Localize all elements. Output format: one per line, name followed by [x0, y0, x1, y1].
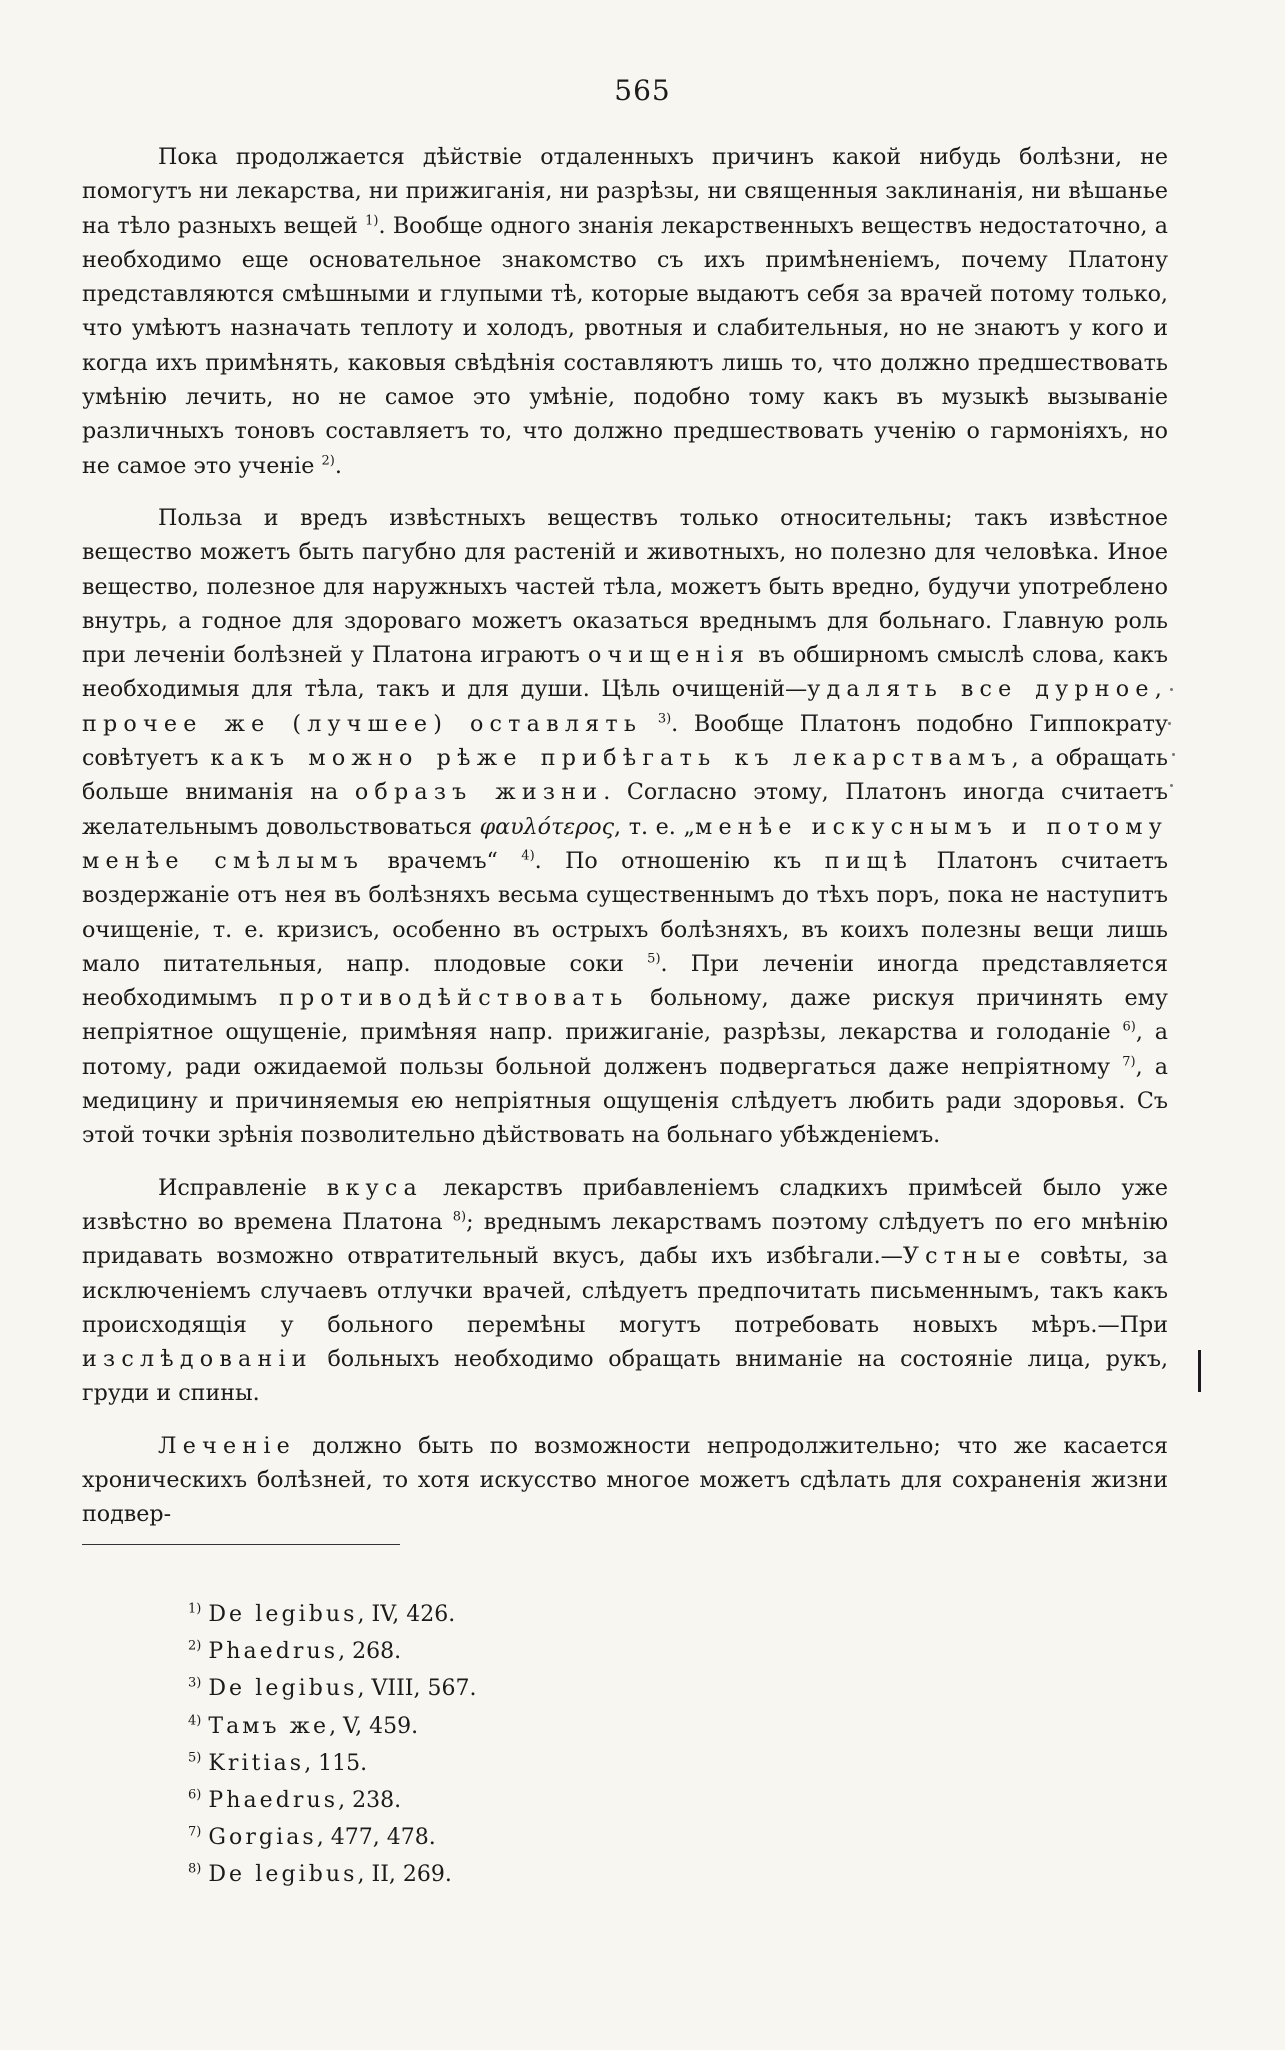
paragraph-4	[82, 1429, 1168, 1532]
footnote-reference-mark: 7)	[1122, 1054, 1136, 1070]
emphasized-text: Устные	[902, 1243, 1027, 1270]
footnote-reference-mark: 6)	[1122, 1020, 1136, 1036]
footnote-reference-mark: 3)	[657, 711, 672, 727]
footnote-mark: 2)	[188, 1638, 202, 1654]
text-run: . Вообще одного знанія лекарственныхъ веществъ недостаточно, а необходимо еще основательное знакомство съ ихъ примѣненіемъ, почему Платону представляются смѣшными и глупыми тѣ, которые выдаютъ себя за врачей потому только, что умѣютъ назначать теплоту и холодъ, рвотныя и слабительныя, но не знаютъ у кого и когда ихъ примѣнять, каковыя свѣдѣнія составляютъ лишь то, что должно предшествовать умѣнію лечить, но не самое это умѣніе, подобно тому какъ въ музыкѣ вызываніе различныхъ тоновъ составляетъ то, что должно предшествовать ученію о гармоніяхъ, но не самое это ученіе	[82, 212, 1168, 479]
text-run: . По отношенію къ	[534, 847, 825, 874]
text-run: Исправленіе	[158, 1174, 327, 1201]
footnote	[188, 1596, 476, 1633]
emphasized-text: очищенія	[587, 642, 751, 669]
footnote-reference: , VIII, 567.	[357, 1676, 477, 1702]
footnote-source: Kritias	[208, 1750, 305, 1776]
text-run: Польза и вредъ извѣстныхъ веществъ только относительны; такъ извѣстное вещество можетъ быть пагубно для растеній и животныхъ, но полезно для человѣка. Иное вещество, полезное для наружныхъ частей тѣла, можетъ быть вредно, будучи употреблено внутрь, а годное для здороваго можетъ оказаться вреднымъ для больнаго. Главную роль при леченіи болѣзней у Платона играютъ	[82, 504, 1168, 669]
emphasized-text: пищѣ	[824, 847, 914, 874]
text-run: , а обращать больше вниманія на	[82, 745, 1168, 806]
text-run: Платонъ считаетъ воздержаніе отъ нея въ болѣзняхъ весьма существеннымъ до тѣхъ поръ, пока не наступитъ очищеніе, т. е. кризисъ, особенно въ острыхъ болѣзняхъ, въ коихъ полезны вещи лишь мало питательныя, напр. плодовые соки	[82, 847, 1168, 977]
footnote-divider	[82, 1544, 400, 1545]
footnote-reference: , II, 269.	[357, 1862, 452, 1888]
footnote-source: Gorgias	[208, 1825, 317, 1851]
margin-speck	[1170, 688, 1173, 691]
emphasized-text: менѣе искуснымъ и потому менѣе смѣлымъ	[82, 813, 1168, 874]
footnote-source: Phaedrus	[208, 1788, 339, 1814]
footnote	[188, 1633, 476, 1670]
emphasized-text: противодѣйствовать	[278, 985, 629, 1012]
footnote-mark: 5)	[188, 1750, 202, 1766]
text-run: больныхъ необходимо обращать вниманіе на состояніе лица, рукъ, груди и спины.	[82, 1346, 1168, 1407]
footnote-reference: , 115.	[304, 1750, 368, 1776]
margin-speck	[1170, 784, 1173, 787]
text-run: , а потому, ради ожидаемой пользы больной долженъ подвергаться даже непріятному	[82, 1019, 1168, 1080]
margin-mark	[1198, 1350, 1201, 1392]
footnote-reference-mark: 5)	[647, 951, 661, 967]
emphasized-text: Леченіе	[158, 1432, 296, 1459]
footnote-reference-mark: 1)	[365, 213, 379, 229]
footnote	[188, 1745, 476, 1782]
text-run: . При леченіи иногда представляется необходимымъ	[82, 950, 1168, 1012]
footnote-mark: 4)	[188, 1713, 202, 1729]
text-run: Пока продолжается дѣйствіе отдаленныхъ причинъ какой нибудь болѣзни, не помогутъ ни лекарства, ни прижиганія, ни разрѣзы, ни священныя заклинанія, ни вѣшанье на тѣло разныхъ вещей	[82, 144, 1168, 239]
emphasized-text: вкуса	[326, 1174, 423, 1201]
footnote-mark: 6)	[188, 1787, 202, 1803]
emphasized-text: удалять все дурное, прочее же (лучшее) оставлять	[82, 676, 1168, 737]
footnote-mark: 8)	[188, 1862, 202, 1878]
margin-speck	[1168, 722, 1171, 725]
emphasized-text: какъ можно рѣже прибѣгать къ лекарствамъ	[210, 745, 1012, 772]
footnote-mark: 1)	[188, 1601, 202, 1617]
text-run: . Согласно этому, Платонъ иногда считаетъ желательнымъ довольствоваться	[82, 779, 1168, 840]
footnote-reference-mark: 2)	[321, 453, 335, 469]
footnote-reference-mark: 4)	[521, 848, 535, 864]
paragraph-1	[82, 140, 1168, 483]
footnote-reference: , IV, 426.	[357, 1602, 456, 1627]
footnote-mark: 7)	[188, 1824, 202, 1840]
footnote-source: De legibus	[208, 1602, 358, 1627]
greek-term: φαυλότερος	[479, 813, 615, 840]
footnote-source: De legibus	[208, 1676, 358, 1702]
text-run: , а медицину и причиняемыя ею непріятныя ощущенія слѣдуетъ любить ради здоровья. Съ этой точки зрѣнія позволительно дѣйствовать на больнаго убѣжденіемъ.	[82, 1053, 1168, 1149]
footnote	[188, 1670, 476, 1707]
footnote	[188, 1819, 476, 1856]
footnote-reference: , 268.	[338, 1639, 402, 1665]
footnote-list	[188, 1596, 476, 1894]
footnote	[188, 1782, 476, 1819]
footnote-source: Тамъ же	[208, 1713, 330, 1739]
text-run	[642, 711, 658, 737]
text-run: , т. е. „	[614, 813, 695, 840]
page-number: 565	[614, 74, 671, 107]
text-run: должно быть по возможности непродолжительно; что же касается хроническихъ болѣзней, то хотя искусство многое можетъ сдѣлать для сохраненія жизни подвер-	[82, 1432, 1168, 1528]
footnote	[188, 1708, 476, 1745]
text-run: .	[334, 452, 342, 479]
paragraph-2	[82, 501, 1168, 1153]
text-run: ; вреднымъ лекарствамъ поэтому слѣдуетъ по его мнѣнію придавать возможно отвратительный вкусъ, дабы ихъ избѣгали.—	[82, 1208, 1169, 1270]
body-text	[82, 140, 1168, 1532]
text-run: лекарствъ прибавленіемъ сладкихъ примѣсей было уже извѣстно во времена Платона	[82, 1174, 1168, 1235]
footnote-source: De legibus	[208, 1862, 358, 1888]
emphasized-text: образъ жизни	[354, 779, 604, 806]
text-run: въ обширномъ смыслѣ слова, какъ необходимыя для тѣла, такъ и для души. Цѣль очищеній—	[82, 642, 1169, 703]
footnote-source: Phaedrus	[208, 1639, 339, 1665]
emphasized-text: изслѣдованіи	[82, 1346, 313, 1373]
footnote-reference: , 477, 478.	[316, 1825, 436, 1851]
footnote-mark: 3)	[188, 1676, 202, 1692]
text-run: . Вообще Платонъ подобно Гиппократу совѣтуетъ	[82, 710, 1168, 772]
footnote	[188, 1856, 476, 1893]
paragraph-3	[82, 1171, 1168, 1411]
footnote-reference-mark: 8)	[452, 1209, 467, 1225]
text-run: врачемъ“	[364, 847, 522, 874]
margin-speck	[1172, 753, 1175, 756]
footnote-reference: , 238.	[338, 1788, 402, 1814]
text-run: больному, даже рискуя причинять ему непріятное ощущеніе, примѣняя напр. прижиганіе, разрѣзы, лекарства и голоданіе	[82, 985, 1168, 1046]
footnote-reference: , V, 459.	[329, 1713, 419, 1739]
text-run: совѣты, за исключеніемъ случаевъ отлучки врачей, слѣдуетъ предпочитать письменнымъ, такъ какъ происходящія у больного перемѣны могутъ потребовать новыхъ мѣръ.—При	[82, 1243, 1168, 1338]
